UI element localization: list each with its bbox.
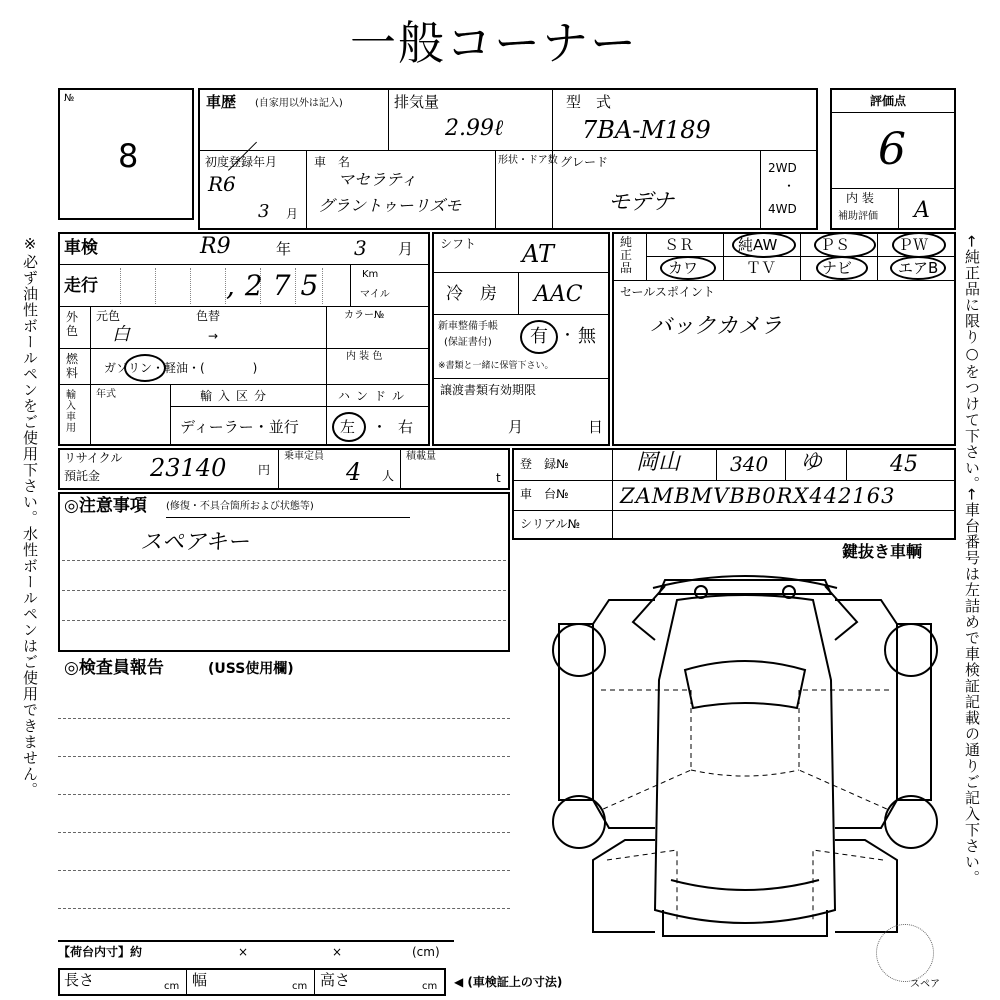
shape-label: 形状・ドア数	[498, 155, 558, 166]
drive-dot: ・	[783, 179, 796, 193]
manual-label1: 新車整備手帳	[438, 321, 498, 332]
capacity-unit: 人	[382, 469, 395, 483]
handle-left-circle	[332, 412, 366, 442]
genuine-airbag-circle	[890, 256, 946, 280]
fuel-gasoline-circle	[124, 354, 166, 382]
dims-note: ◀ (車検証上の寸法)	[454, 975, 563, 989]
shaken-era: R9	[200, 234, 231, 259]
mileage-unit-km: Km	[362, 269, 379, 280]
dims-length: 長さ	[64, 971, 95, 989]
model-label: 型 式	[566, 93, 612, 111]
car-name-label: 車 名	[314, 155, 351, 169]
registration-region: 岡山	[636, 450, 681, 475]
genuine-ps-circle	[814, 232, 876, 258]
interior-value: A	[914, 198, 930, 223]
shaken-month-unit: 月	[398, 240, 414, 258]
shift-label: シフト	[440, 237, 477, 251]
dims-row	[58, 968, 446, 996]
inspector-label: ◎検査員報告	[64, 658, 164, 678]
recycle-value: 23140	[150, 454, 227, 482]
history-label: 車歴	[206, 93, 237, 111]
lot-number: 8	[118, 137, 139, 175]
aircon-label: 冷 房	[446, 284, 497, 304]
caution-note: (修復・不具合箇所および状態等)	[166, 501, 314, 512]
transfer-docs-day: 日	[588, 418, 604, 436]
genuine-item-airbag: エアB	[898, 259, 939, 277]
chassis-label: 車 台№	[520, 487, 569, 501]
capacity-label: 乗車定員	[284, 451, 324, 462]
key-label: 鍵抜き車輌	[842, 542, 923, 561]
handle-left: 左	[340, 418, 356, 436]
right-vertical-note-genuine: ←純正品に限り○をつけて下さい。	[963, 235, 981, 492]
score-label: 評価点	[870, 94, 907, 108]
drive-4wd: 4WD	[768, 202, 797, 216]
genuine-aw-circle	[732, 232, 796, 258]
genuine-item-pw: ＰＷ	[898, 236, 929, 254]
shaken-label: 車検	[64, 238, 98, 258]
fuel-options: ガソリン・軽油・( )	[104, 361, 258, 375]
mileage-unit-mile: マイル	[360, 289, 390, 300]
shaken-year-unit: 年	[276, 240, 292, 258]
model-value: 7BA-M189	[582, 116, 711, 144]
genuine-item-navi: ナビ	[822, 259, 853, 277]
exterior-orig-value: 白	[112, 324, 130, 345]
drive-2wd: 2WD	[768, 161, 797, 175]
displacement-label: 排気量	[394, 93, 440, 111]
registration-label: 登 録№	[520, 457, 569, 471]
genuine-item-aw: 純AW	[738, 236, 778, 254]
history-note: (自家用以外は記入)	[255, 98, 343, 109]
dims-length-unit: cm	[164, 981, 180, 992]
exterior-orig-label: 元色	[96, 309, 121, 323]
caution-value: スペアキー	[140, 530, 250, 555]
caution-label: ◎注意事項	[64, 496, 147, 516]
handle-dot: ・	[372, 418, 388, 436]
serial-label: シリアル№	[520, 517, 581, 531]
manual-option-yes: 有	[530, 326, 548, 347]
car-diagram	[545, 560, 945, 960]
transfer-docs-month: 月	[508, 418, 524, 436]
genuine-navi-circle	[816, 256, 868, 280]
dims-width-unit: cm	[292, 981, 308, 992]
sales-point-label: セールスポイント	[620, 285, 715, 299]
capacity-value: 4	[346, 458, 362, 486]
first-reg-label: 初度登録年月	[205, 155, 278, 169]
lot-no-label: №	[64, 93, 75, 104]
import-category-label: 輸入区分	[200, 389, 273, 403]
manual-yes-circle	[520, 320, 558, 354]
fuel-label: 燃料	[66, 352, 79, 381]
displacement-value: 2.99ℓ	[445, 116, 504, 141]
interior-label1: 内 装	[846, 191, 874, 205]
genuine-item-tv: ＴＶ	[746, 259, 777, 277]
recycle-label1: リサイクル	[64, 451, 123, 465]
grade-value: モデナ	[608, 190, 675, 215]
dims-height: 高さ	[320, 971, 351, 989]
exterior-change-label: 色替	[196, 309, 221, 323]
left-vertical-note: ※必ず油性ボールペンをご使用下さい。水性ボールペンはご使用できません。	[21, 235, 39, 798]
cargo-label: 【荷台内寸】約	[58, 945, 143, 959]
spare-label: スペア	[910, 979, 940, 990]
car-name-line2: グラントゥーリズモ	[318, 196, 462, 215]
shaken-month: 3	[354, 236, 367, 260]
handle-label: ハンドル	[338, 389, 411, 403]
page-title: 一般コーナー	[350, 16, 638, 70]
aircon-value: AAC	[534, 282, 583, 307]
first-reg-month-unit: 月	[286, 207, 299, 221]
genuine-item-sr: ＳＲ	[664, 236, 695, 254]
color-no-label: カラー№	[344, 310, 385, 321]
import-label: 輸入車用	[66, 390, 76, 434]
load-unit: t	[496, 471, 501, 485]
recycle-unit: 円	[258, 463, 271, 477]
exterior-label: 外色	[66, 310, 79, 339]
genuine-item-ps: ＰＳ	[820, 236, 851, 254]
first-reg-era: R6	[208, 172, 236, 196]
mileage-value: ,275	[226, 269, 329, 302]
interior-color-label: 内 装 色	[346, 351, 383, 362]
manual-dot: ・	[560, 326, 576, 344]
inspector-note: (USS使用欄)	[208, 661, 294, 677]
mileage-label: 走行	[64, 276, 98, 296]
registration-number: 45	[890, 452, 918, 477]
import-year-label: 年式	[96, 389, 116, 400]
genuine-item-leather: カワ	[668, 259, 699, 277]
load-label: 積載量	[406, 451, 436, 462]
spare-tire-circle	[876, 924, 934, 982]
dims-height-unit: cm	[422, 981, 438, 992]
shift-value: AT	[522, 240, 555, 268]
chassis-value: ZAMBMVBB0RX442163	[620, 484, 896, 508]
handle-right: 右	[398, 418, 414, 436]
recycle-label2: 預託金	[64, 469, 101, 483]
registration-kana: ゆ	[800, 450, 823, 475]
cargo-unit: (cm)	[412, 945, 440, 959]
right-vertical-note-chassis: ←車台番号は左詰めで車検証記載の通りご記入下さい。	[963, 488, 981, 886]
cargo-x1: ×	[238, 945, 249, 959]
genuine-pw-circle	[892, 232, 946, 258]
genuine-label: 純正品	[620, 235, 633, 276]
caution-block	[58, 492, 510, 652]
import-category-value: ディーラー・並行	[180, 418, 299, 436]
interior-label2: 補助評価	[838, 211, 878, 222]
manual-label2: (保証書付)	[444, 337, 492, 348]
manual-option-no: 無	[578, 326, 596, 347]
first-reg-month: 3	[258, 201, 270, 222]
dims-width: 幅	[192, 971, 208, 989]
cargo-x2: ×	[332, 945, 343, 959]
genuine-leather-circle	[660, 256, 716, 280]
sales-point-value: バックカメラ	[650, 314, 783, 339]
score-value: 6	[878, 124, 906, 175]
registration-class: 340	[730, 452, 769, 476]
transfer-docs-label: 譲渡書類有効期限	[440, 383, 537, 397]
exterior-change-value: →	[208, 329, 219, 343]
manual-note: ※書類と一緒に保管下さい。	[438, 361, 554, 371]
car-name-line1: マセラティ	[338, 170, 417, 189]
grade-label: グレード	[560, 155, 609, 169]
